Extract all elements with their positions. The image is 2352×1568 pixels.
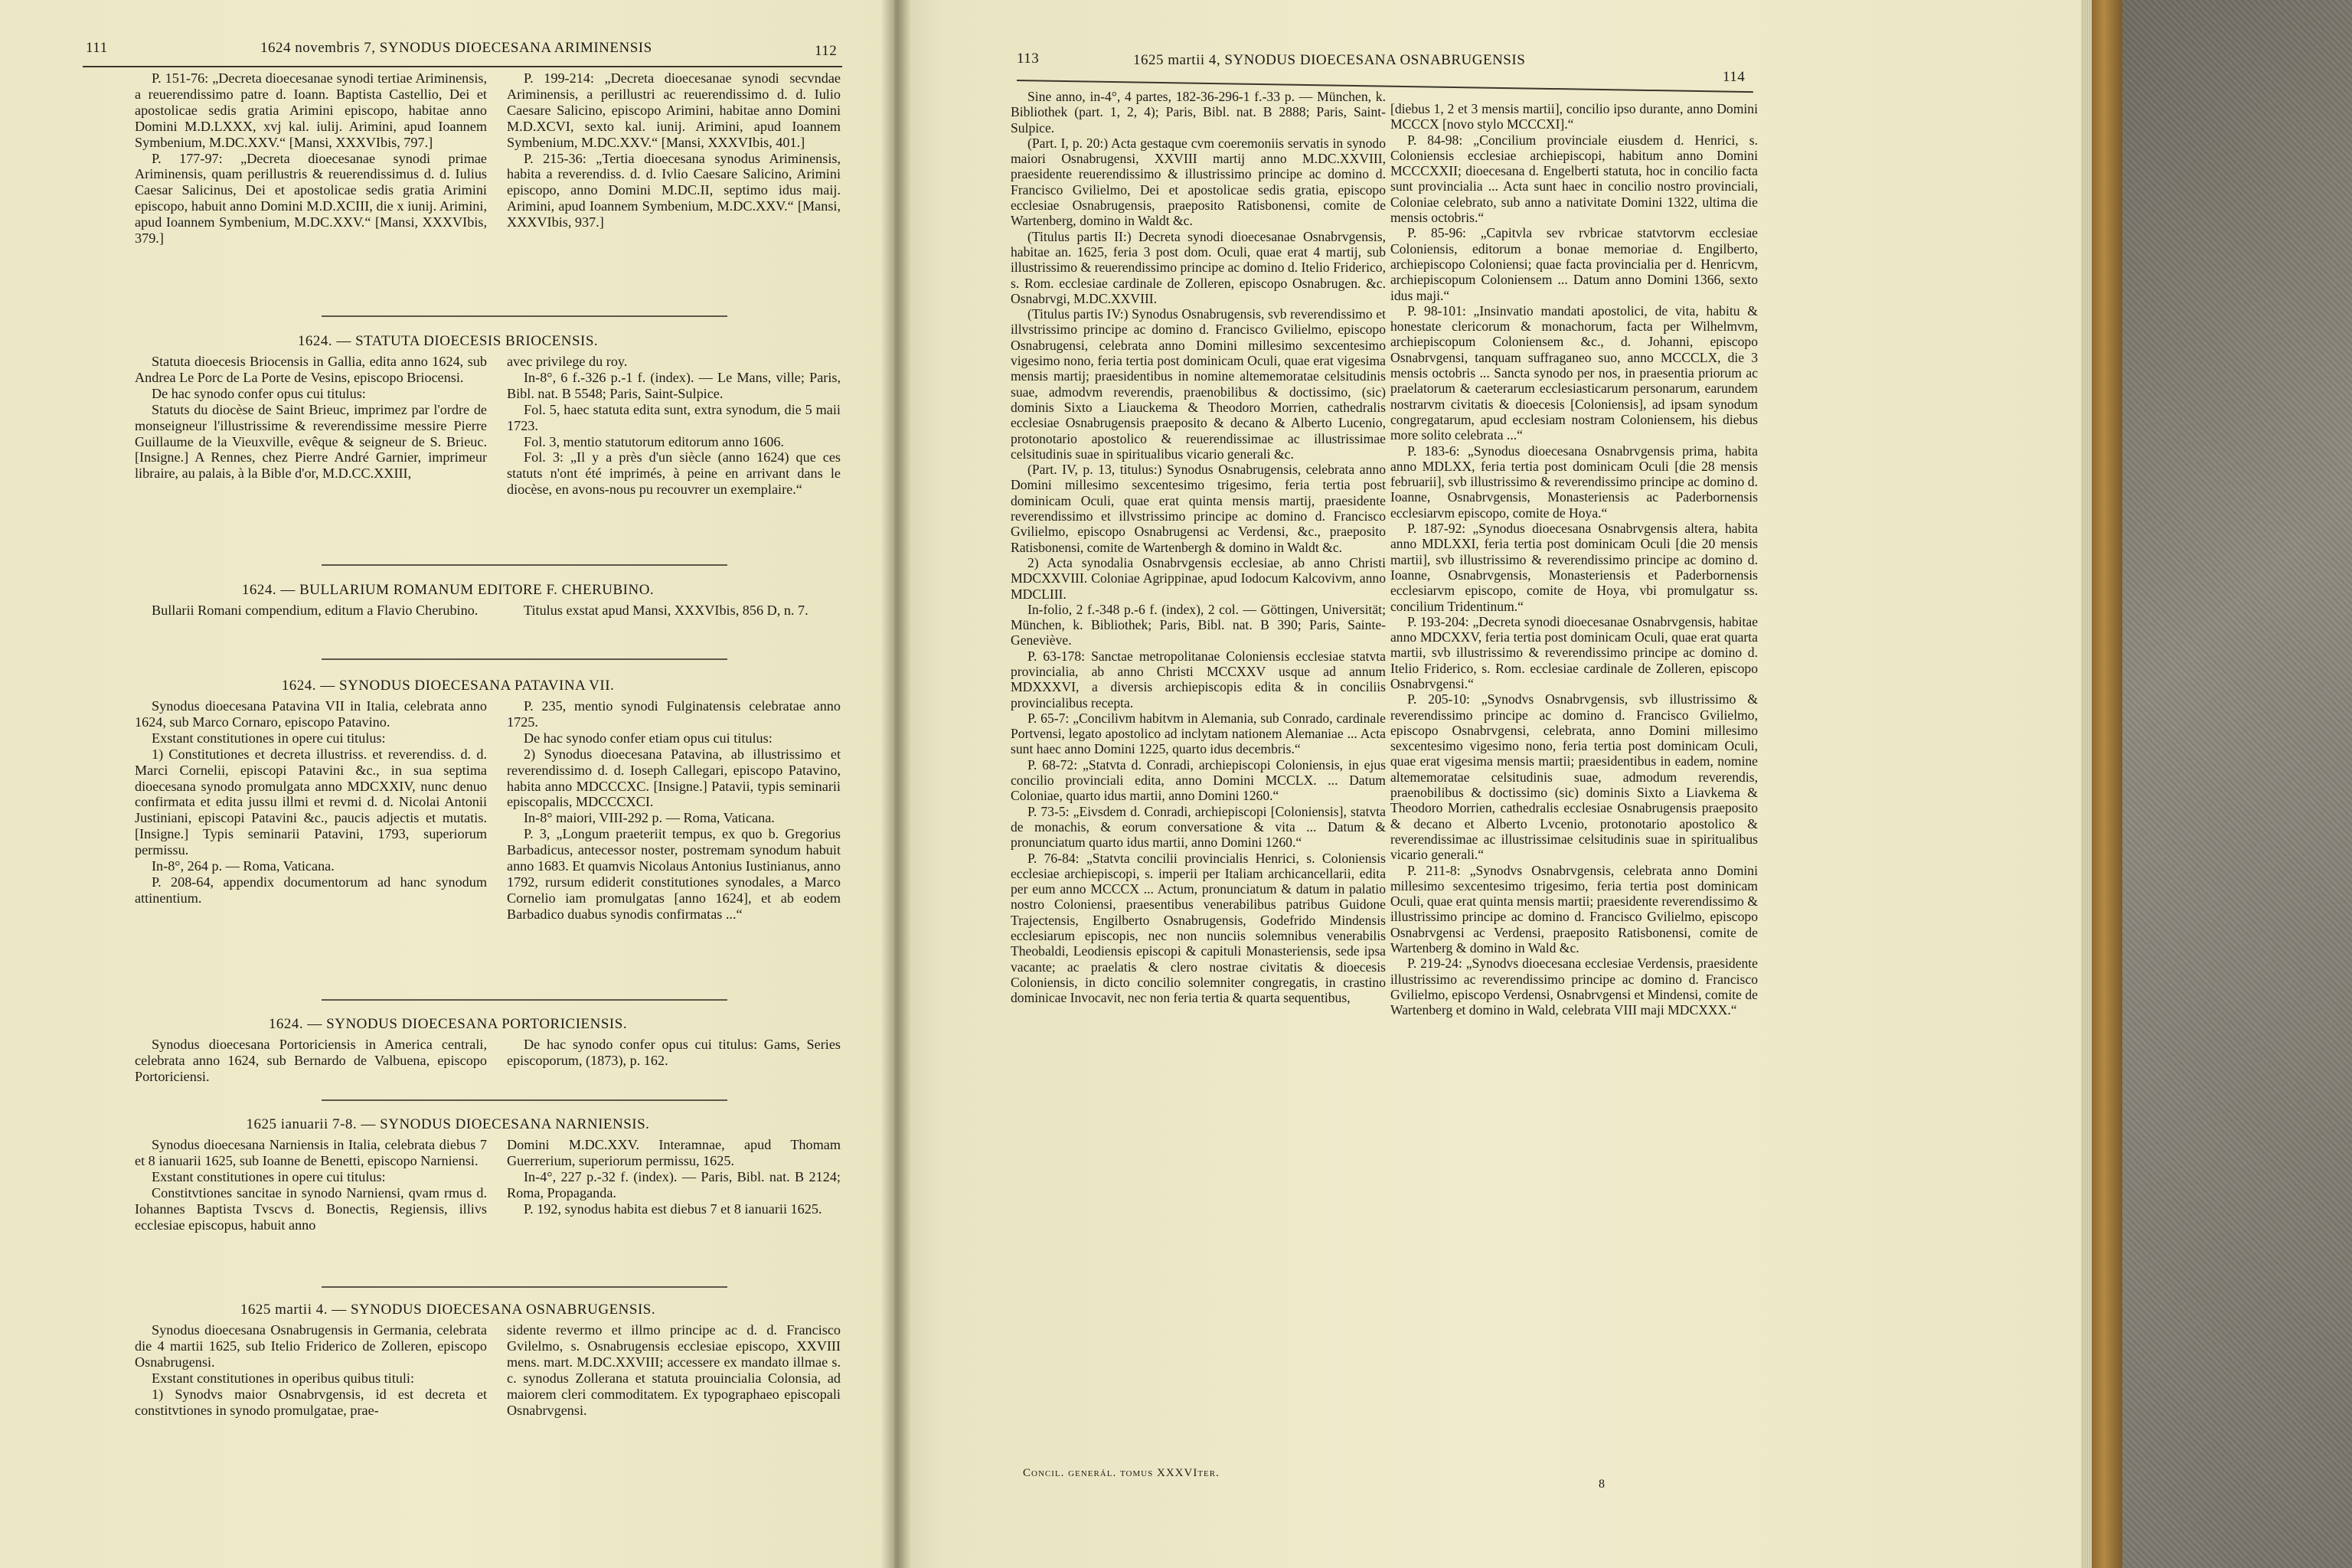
section-title: 1624. — BULLARIUM ROMANUM EDITORE F. CHERUBINO. [241,582,655,598]
paragraph: P. 98-101: „Insinvatio mandati apostolici, de vita, habitu & honestate clericorum & monachorum, facta per Wilhelmvm, archiepiscopum Coloniensem &c., d. Johanni, episcopo Osnabrvgensi, tanquam suffraganeo suo, anno MCCCLX, die 3 mensis octobris ... Sancta synodo per nos, in praesentia priorum ac praelatorum & caeterarum ecclesiasticarum personarum, earundem nostrarvm civitatis & dioecesis [Coloniensis], ad ipsam synodum congregatarum, apud ecclesiam nostram Coloniensem, his diebus more solito celebrata ...“ [1390,302,1758,443]
s5-col2 [507,1037,841,1069]
paragraph: P. 63-178: Sanctae metropolitanae Coloniensis ecclesiae statvta provincialia, ab anno Christi MCCXXV usque ad annum MDXXXVI, a diversis archiepiscopis edita & in conciliis provincialibus recepta. [1011,648,1386,710]
left-page [0,0,894,1568]
page-number-113: 113 [1017,51,1040,67]
background-surface [2122,0,2352,1568]
paragraph: P. 73-5: „Eivsdem d. Conradi, archiepiscopi [Coloniensis], statvta de monachis, & eorum conversatione & vita ... Datum & pronunciatum quarto idus martii, anno Domini 1260.“ [1011,803,1386,851]
paragraph: Exstant constitutiones in operibus quibus tituli: [152,1370,415,1386]
paragraph: In-8°, 264 p. — Roma, Vaticana. [152,858,335,874]
paragraph: (Titulus partis IV:) Synodus Osnabrugensis, svb reverendissimo et illvstrissimo principe ac domino d. Francisco Gvilielmo, episcopo Osnabrugensi, celebrata anno Domini millesimo sexcentesimo vigesimo nono, feria tertia post dominicam Oculi, quae erat vigesima mensis martij; praesidentibus in nomine altememoratae celsitudinis suae, admodvm reverendis, praenobilibus & doctissimo, (sic) dominis Sixto a Liauckema & Theodoro Morrien, cathedralis ecclesiae Osnabrugensis praeposito & decano & Alberto Lucenio, protonotario apostolico & reuerendissimae ac illustrissimae celsitudinis suae in spiritualibus vicario generali &c. [1011,306,1386,462]
section-title: 1624. — STATUTA DIOECESIS BRIOCENSIS. [297,333,599,349]
paragraph: 2) Synodus dioecesana Patavina, ab illustrissimo et reverendissimo d. d. Ioseph Callegari, episcopo Patavino, habita anno MDCCCXC. [Insigne.] Patavii, typis seminarii episcopalis, MDCCCXCI. [507,746,841,810]
left-running-head [0,40,894,63]
paragraph: P. 192, synodus habita est diebus 7 et 8 ianuarii 1625. [524,1200,822,1217]
s6-col2 [507,1137,841,1217]
paragraph: P. 199-214: „Decreta dioecesanae synodi secvndae Ariminensis, a perillustri ac reuerendissimo d. d. Iulio Caesare Salicino, episcopo Arimini, habitae anno Domini M.D.XCVI, sexto kal. iunij. Arimini, apud Ioannem Symbenium, M.DC.XXV.“ [Mansi, XXXVIbis, 401.] [507,70,841,150]
right-running-head [894,51,2081,85]
paragraph: 1) Constitutiones et decreta illustriss. et reverendiss. d. d. Marci Cornelii, episcopi Patavini &c., in sua septima dioecesana synodo promulgata anno MDCXXIV, nunc denuo confirmata et edita jussu illmi et revmi d. d. Nicolai Antonii Justiniani, episcopi Patavini &c., paucis adjectis et mutatis. [Insigne.] Typis seminarii Patavini, 1793, superiorum permissu. [135,746,487,858]
paragraph: In-8°, 6 f.-326 p.-1 f. (index). — Le Mans, ville; Paris, Bibl. nat. B 5548; Paris, Saint-Sulpice. [507,369,841,401]
paragraph: P. 208-64, appendix documentorum ad hanc synodum attinentium. [135,874,487,906]
paragraph: In-8° maiori, VIII-292 p. — Roma, Vaticana. [524,810,775,826]
paragraph: Exstant constitutiones in opere cui titulus: [152,1168,386,1184]
paragraph: P. 205-10: „Synodvs Osnabrvgensis, svb illustrissimo & reverendissimo principe ac domino d. Francisco Gvilielmo, episcopo Osnabrvgensi, celebrata, anno Domini millesimo sexcentesimo vigesimo nono, feria tertia post dominicam Oculi, quae erat vigesima mensis martii; praesidentibus in eadem, nomine altememoratae celsitudinis suae, admodum reverendis, praenobilibus & doctissimo (sic) dominis Sixto a Liavkema & Theodoro Morrien, cathedralis ecclesiae Osnabrugensis praeposito & decano et Alberto Lvcenio, protonotario apostolico & reverendissimae ac illustrissimae celsitudinis suae in spiritualibus vicario generali.“ [1390,691,1758,863]
paragraph: Synodus dioecesana Patavina VII in Italia, celebrata anno 1624, sub Marco Cornaro, episcopo Patavino. [135,698,487,730]
paragraph: P. 187-92: „Synodus dioecesana Osnabrvgensis altera, habita anno MDLXXI, feria tertia post dominicam Oculi [die 20 mensis martii], svb illustrissimo & reverendissimo principe ac domino d. Ioanne, Osnabrvgensis, Monasteriensis et Paderbornensis ecclesiarvm episcopo, comite de Hoya, vbi promulgatur ss. concilium Tridentinum.“ [1390,521,1758,614]
s3-col1 [135,603,487,619]
paragraph: P. 3, „Longum praeteriit tempus, ex quo b. Gregorius Barbadicus, antecessor noster, postremam synodum habuit anno 1683. Et quamvis Nicolaus Antonius Iustinianus, anno 1792, rursum ediderit constitutiones synodales, a Marco Cornelio iam promulgatas [anno 1624], et ab eodem Barbadico duabus synodis confirmatas ...“ [507,826,841,922]
paragraph: sidente revermo et illmo principe ac d. d. Francisco Gvilelmo, s. Osnabrugensis ecclesiae episcopo, XXVIII mens. mart. M.DC.XXVIII; accessere ex mandato illmae s. c. synodus Zollerana et statuta prouincialia Colonsia, ad maiorem cleri commoditatem. Ex typographaeo episcopali Osnabrvgensi. [507,1322,841,1418]
paragraph: P. 76-84: „Statvta concilii provincialis Henrici, s. Coloniensis ecclesiae archiepiscopi, s. imperii per Italiam archicancellarii, edita per eum anno MCCCX ... Actum, pronunciatum & datum in palatio nostro Coloniensi, praesentibus venerabilibus patribus Guidone Trajectensis, Engilberto Osnabrugensis, Godefrido Mindensis ecclesiarum episcopis, nec non nunciis solemnibus venerabilis Theobaldi, Leodiensis episcopi & capituli Monasteriensis, sede ipsa vacante; ac praelatis & clero nostrae civitatis & dioecesis Coloniensis, in dicto concilio solemniter congregatis, in crastino dominicae Invocavit, nec non feria tertia & quarta sequentibus, [1011,850,1386,1006]
s7-col2 [507,1322,841,1418]
paragraph: 2) Acta synodalia Osnabrvgensis ecclesiae, ab anno Christi MDCXXVIII. Coloniae Agrippinae, apud Iodocum Kalcovivm, anno MDCLIII. [1011,554,1386,602]
book-gutter [880,0,911,1568]
paragraph: P. 235, mentio synodi Fulginatensis celebratae anno 1725. [507,698,841,730]
section-title: 1625 martii 4. — SYNODUS DIOECESANA OSNABRUGENSIS. [240,1302,656,1318]
paragraph: avec privilege du roy. [507,354,628,369]
paragraph: Synodus dioecesana Portoriciensis in America centrali, celebrata anno 1624, sub Bernardo de Valbuena, episcopo Portoriciensi. [135,1037,487,1084]
separator [322,564,727,566]
paragraph: Statuta dioecesis Briocensis in Gallia, edita anno 1624, sub Andrea Le Porc de La Porte de Vesins, episcopo Briocensi. [135,354,487,385]
s3-col2 [507,603,841,619]
paragraph: P. 177-97: „Decreta dioecesanae synodi primae Ariminensis, quam perillustris & reuerendissimus d. d. Iulius Caesar Salicinus, Dei et apostolicae sedis gratia Arimini episcopo, habuit anno Domini M.D.XCIII, die x iunij. Arimini, apud Ioannem Symbenium, M.DC.XXV.“ [Mansi, XXXVIbis, 379.] [135,150,487,247]
paragraph: Fol. 3: „Il y a près d'un siècle (anno 1624) que ces statuts n'ont été imprimés, à peine en arrivant dans le diocèse, en avons-nous pu recouvrer un exemplaire.“ [507,449,841,498]
head-rule [83,66,842,67]
paragraph: P. 85-96: „Capitvla sev rvbricae statvtorvm ecclesiae Coloniensis, editorum a bonae memoriae d. Engilberto, archiepiscopo Coloniensi; quae facta provincialia per d. Henricvm, archiepiscopum Coloniensem ... Datum anno Domini 1366, sexto idus maji.“ [1390,225,1758,303]
page-number-114: 114 [1723,69,1746,85]
running-head-title: 1624 novembris 7, SYNODUS DIOECESANA ARIMINENSIS [260,40,652,56]
s2-col1 [135,354,487,482]
paragraph: Sine anno, in-4°, 4 partes, 182-36-296-1 f.-33 p. — München, k. Bibliothek (part. 1, 2, 4); Paris, Bibl. nat. B 2888; Paris, Saint-Sulpice. [1011,89,1386,136]
separator [322,1099,727,1101]
paragraph: P. 65-7: „Concilivm habitvm in Alemania, sub Conrado, cardinale Portvensi, legato apostolico ad inclytam nationem Alemaniae ... Acta sunt haec anno Domini 1225, quarto idus decembris.“ [1011,710,1386,757]
signature-mark: 8 [1599,1478,1605,1491]
right-page [894,0,2081,1568]
paragraph: P. 215-36: „Tertia dioecesana synodus Ariminensis, habita a reverendiss. d. d. Ivlio Caesare Salicino, Arimini episcopo, anno Domini M.DC.II, septimo idus maij. Arimini, apud Ioannem Symbenium, M.DC.XXV.“ [Mansi, XXXVIbis, 937.] [507,150,841,230]
s1-col1 [135,70,487,247]
paragraph: Exstant constitutiones in opere cui titulus: [152,730,386,746]
paragraph: De hac synodo confer opus cui titulus: Gams, Series episcoporum, (1873), p. 162. [507,1037,841,1068]
s5-col1 [135,1037,487,1085]
paragraph: P. 151-76: „Decreta dioecesanae synodi tertiae Ariminensis, a reuerendissimo patre d. Ioann. Baptista Castellio, Dei et apostolicae sedis gratia Arimini episcopo, habitae anno Domini M.D.LXXX, xvj kal. iulij. Arimini, apud Ioannem Symbenium, M.DC.XXV.“ [Mansi, XXXVIbis, 797.] [135,70,487,150]
s2-col2 [507,354,841,498]
section-title: 1624. — SYNODUS DIOECESANA PATAVINA VII. [281,678,615,694]
right-col1 [1011,89,1386,1006]
paragraph: In-folio, 2 f.-348 p.-6 f. (index), 2 col. — Göttingen, Universität; München, k. Bibliothek; Paris, Bibl. nat. B 390; Paris, Sainte-Geneviève. [1011,601,1386,648]
page-number-111: 111 [86,40,108,56]
s4-col1 [135,698,487,906]
paragraph: Statuts du diocèse de Saint Brieuc, imprimez par l'ordre de monseigneur l'illustrissime & reverendissime messire Pierre Guillaume de la Vieuxville, evêque & seigneur de S. Brieuc. [Insigne.] A Rennes, chez Pierre André Garnier, imprimeur libraire, au palais, à la Bible d'or, M.D.CC.XXIII, [135,401,487,482]
paragraph: Bullarii Romani compendium, editum a Flavio Cherubino. [152,603,479,618]
separator [322,999,727,1001]
running-head-title: 1625 martii 4, SYNODUS DIOECESANA OSNABRUGENSIS [1133,52,1526,68]
paragraph: 1) Synodvs maior Osnabrvgensis, id est decreta et constitvtiones in synodo promulgatae, prae- [135,1386,487,1418]
paragraph: P. 219-24: „Synodvs dioecesana ecclesiae Verdensis, praesidente illustrissimo ac reverendissimo principe ac domino d. Francisco Gvilielmo, episcopo Verdensi, Osnabrvgensi et Mindensi, comite de Wartenberg et domino in Wald, celebrata VIII maji MDCXXX.“ [1390,956,1758,1018]
paragraph: Fol. 5, haec statuta edita sunt, extra synodum, die 5 maii 1723. [507,401,841,433]
separator [322,315,727,317]
signature-line: Concil. generál. tomus XXXVIter. [1023,1467,1220,1479]
s7-col1 [135,1322,487,1418]
paragraph: (Titulus partis II:) Decreta synodi dioecesanae Osnabrvgensis, habitae an. 1625, feria 3 post dom. Oculi, quae erat 4 martij, sub illustrissimo & reuerendissimo principe ac domino d. Itelio Friderico, s. Rom. ecclesiae cardinale de Zolleren, episcopo Osnabrugen. &c. Osnabrvgi, M.DC.XXVIII. [1011,228,1386,306]
right-col2 [1390,101,1758,1018]
paragraph: P. 211-8: „Synodvs Osnabrvgensis, celebrata anno Domini millesimo sexcentesimo trigesimo, feria tertia post dominicam Oculi, quae erat quinta mensis martii; praesidente reverendissimo & illustrissimo principe ac domino d. Francisco Gvilielmo, episcopo Osnabrvgensi ac Verdensi, praeposito Ratisbonensi, comite de Wartenberg & domino in Wald &c. [1390,862,1758,956]
paragraph: Synodus dioecesana Narniensis in Italia, celebrata diebus 7 et 8 ianuarii 1625, sub Ioanne de Benetti, episcopo Narniensi. [135,1137,487,1168]
s1-col2 [507,70,841,230]
paragraph: Synodus dioecesana Osnabrugensis in Germania, celebrata die 4 martii 1625, sub Itelio Friderico de Zolleren, episcopo Osnabrugensi. [135,1322,487,1370]
paragraph: P. 84-98: „Concilium provinciale eiusdem d. Henrici, s. Coloniensis ecclesiae archiepiscopi, habitum anno Domini MCCCXXII; dioecesana d. Engelberti statuta, hoc in concilio facta sunt provincialia ... Acta sunt haec in concilio nostro provinciali, Coloniae celebrato, sub anno a nativitate Domini 1322, ultima die mensis octobris.“ [1390,132,1758,226]
paragraph: (Part. IV, p. 13, titulus:) Synodus Osnabrugensis, celebrata anno Domini millesimo sexcentesimo trigesimo, feria tertia post dominicam Oculi, quae erat quinta mensis martij, praesidente reverendissimo et illvstrissimo principe ac domino d. Francisco Gvilielmo, episcopo Osnabrugensi ac Verdensi, &c., praeposito Ratisbonensi, comite de Wartenbergh & domino in Waldt &c. [1011,462,1386,555]
paragraph: De hac synodo confer opus cui titulus: [152,385,366,401]
separator [322,1286,727,1288]
paragraph: Domini M.DC.XXV. Interamnae, apud Thomam Guerrerium, superiorum permissu, 1625. [507,1137,841,1168]
s4-col2 [507,698,841,923]
paragraph: Titulus exstat apud Mansi, XXXVIbis, 856 D, n. 7. [524,603,808,618]
s6-col1 [135,1137,487,1233]
page-edges [2081,0,2092,1568]
paragraph: Fol. 3, mentio statutorum editorum anno 1606. [524,433,784,449]
section-title: 1624. — SYNODUS DIOECESANA PORTORICIENSIS. [268,1016,628,1032]
paragraph: In-4°, 227 p.-32 f. (index). — Paris, Bibl. nat. B 2124; Roma, Propaganda. [507,1168,841,1200]
paragraph: P. 68-72: „Statvta d. Conradi, archiepiscopi Coloniensis, in ejus concilio provinciali edita, anno Domini MCCLX. ... Datum Coloniae, quarto idus martii, anno Domini 1260.“ [1011,756,1386,804]
section-title: 1625 ianuarii 7-8. — SYNODUS DIOECESANA NARNIENSIS. [246,1116,650,1132]
page-number-112: 112 [815,43,838,59]
paragraph: [diebus 1, 2 et 3 mensis martii], concilio ipso durante, anno Domini MCCCX [novo stylo MCCCXI].“ [1390,101,1758,132]
paragraph: P. 193-204: „Decreta synodi dioecesanae Osnabrvgensis, habitae anno MDCXXV, feria tertia post dominicam Oculi, quae erat quarta martii, svb illustrissimo & reverendissimo principe ac domino d. Itelio Friderico, s. Rom. ecclesiae cardinale de Zolleren, episcopo Osnabrvgensi.“ [1390,613,1758,691]
paragraph: De hac synodo confer etiam opus cui titulus: [524,730,773,746]
paragraph: P. 183-6: „Synodus dioecesana Osnabrvgensis prima, habita anno MDLXX, feria tertia post dominicam Oculi [die 28 mensis februarii], svb illustrissimo & reverendissimo principe ac domino d. Ioanne, Osnabrvgensis, Monasteriensis ac Paderbornensis ecclesiarvm episcopo, comite de Hoya.“ [1390,443,1758,521]
separator [322,658,727,660]
book-spine [2092,0,2122,1568]
paragraph: (Part. I, p. 20:) Acta gestaque cvm coeremoniis servatis in synodo maiori Osnabrugensi, XXVIII martij anno M.DC.XXVIII, praesidente reuerendissimo & illustrissimo principe ac domino d. Francisco Gvilielmo, Dei et apostolicae sedis gratia, episcopo ecclesiae Osnabrugensis, praeposito Ratisbonensi, comite de Wartenberg, domino in Waldt &c. [1011,135,1386,229]
paragraph: Constitvtiones sancitae in synodo Narniensi, qvam rmus d. Iohannes Baptista Tvscvs d. Bonectis, Regiensis, illivs ecclesiae episcopus, habuit anno [135,1184,487,1233]
